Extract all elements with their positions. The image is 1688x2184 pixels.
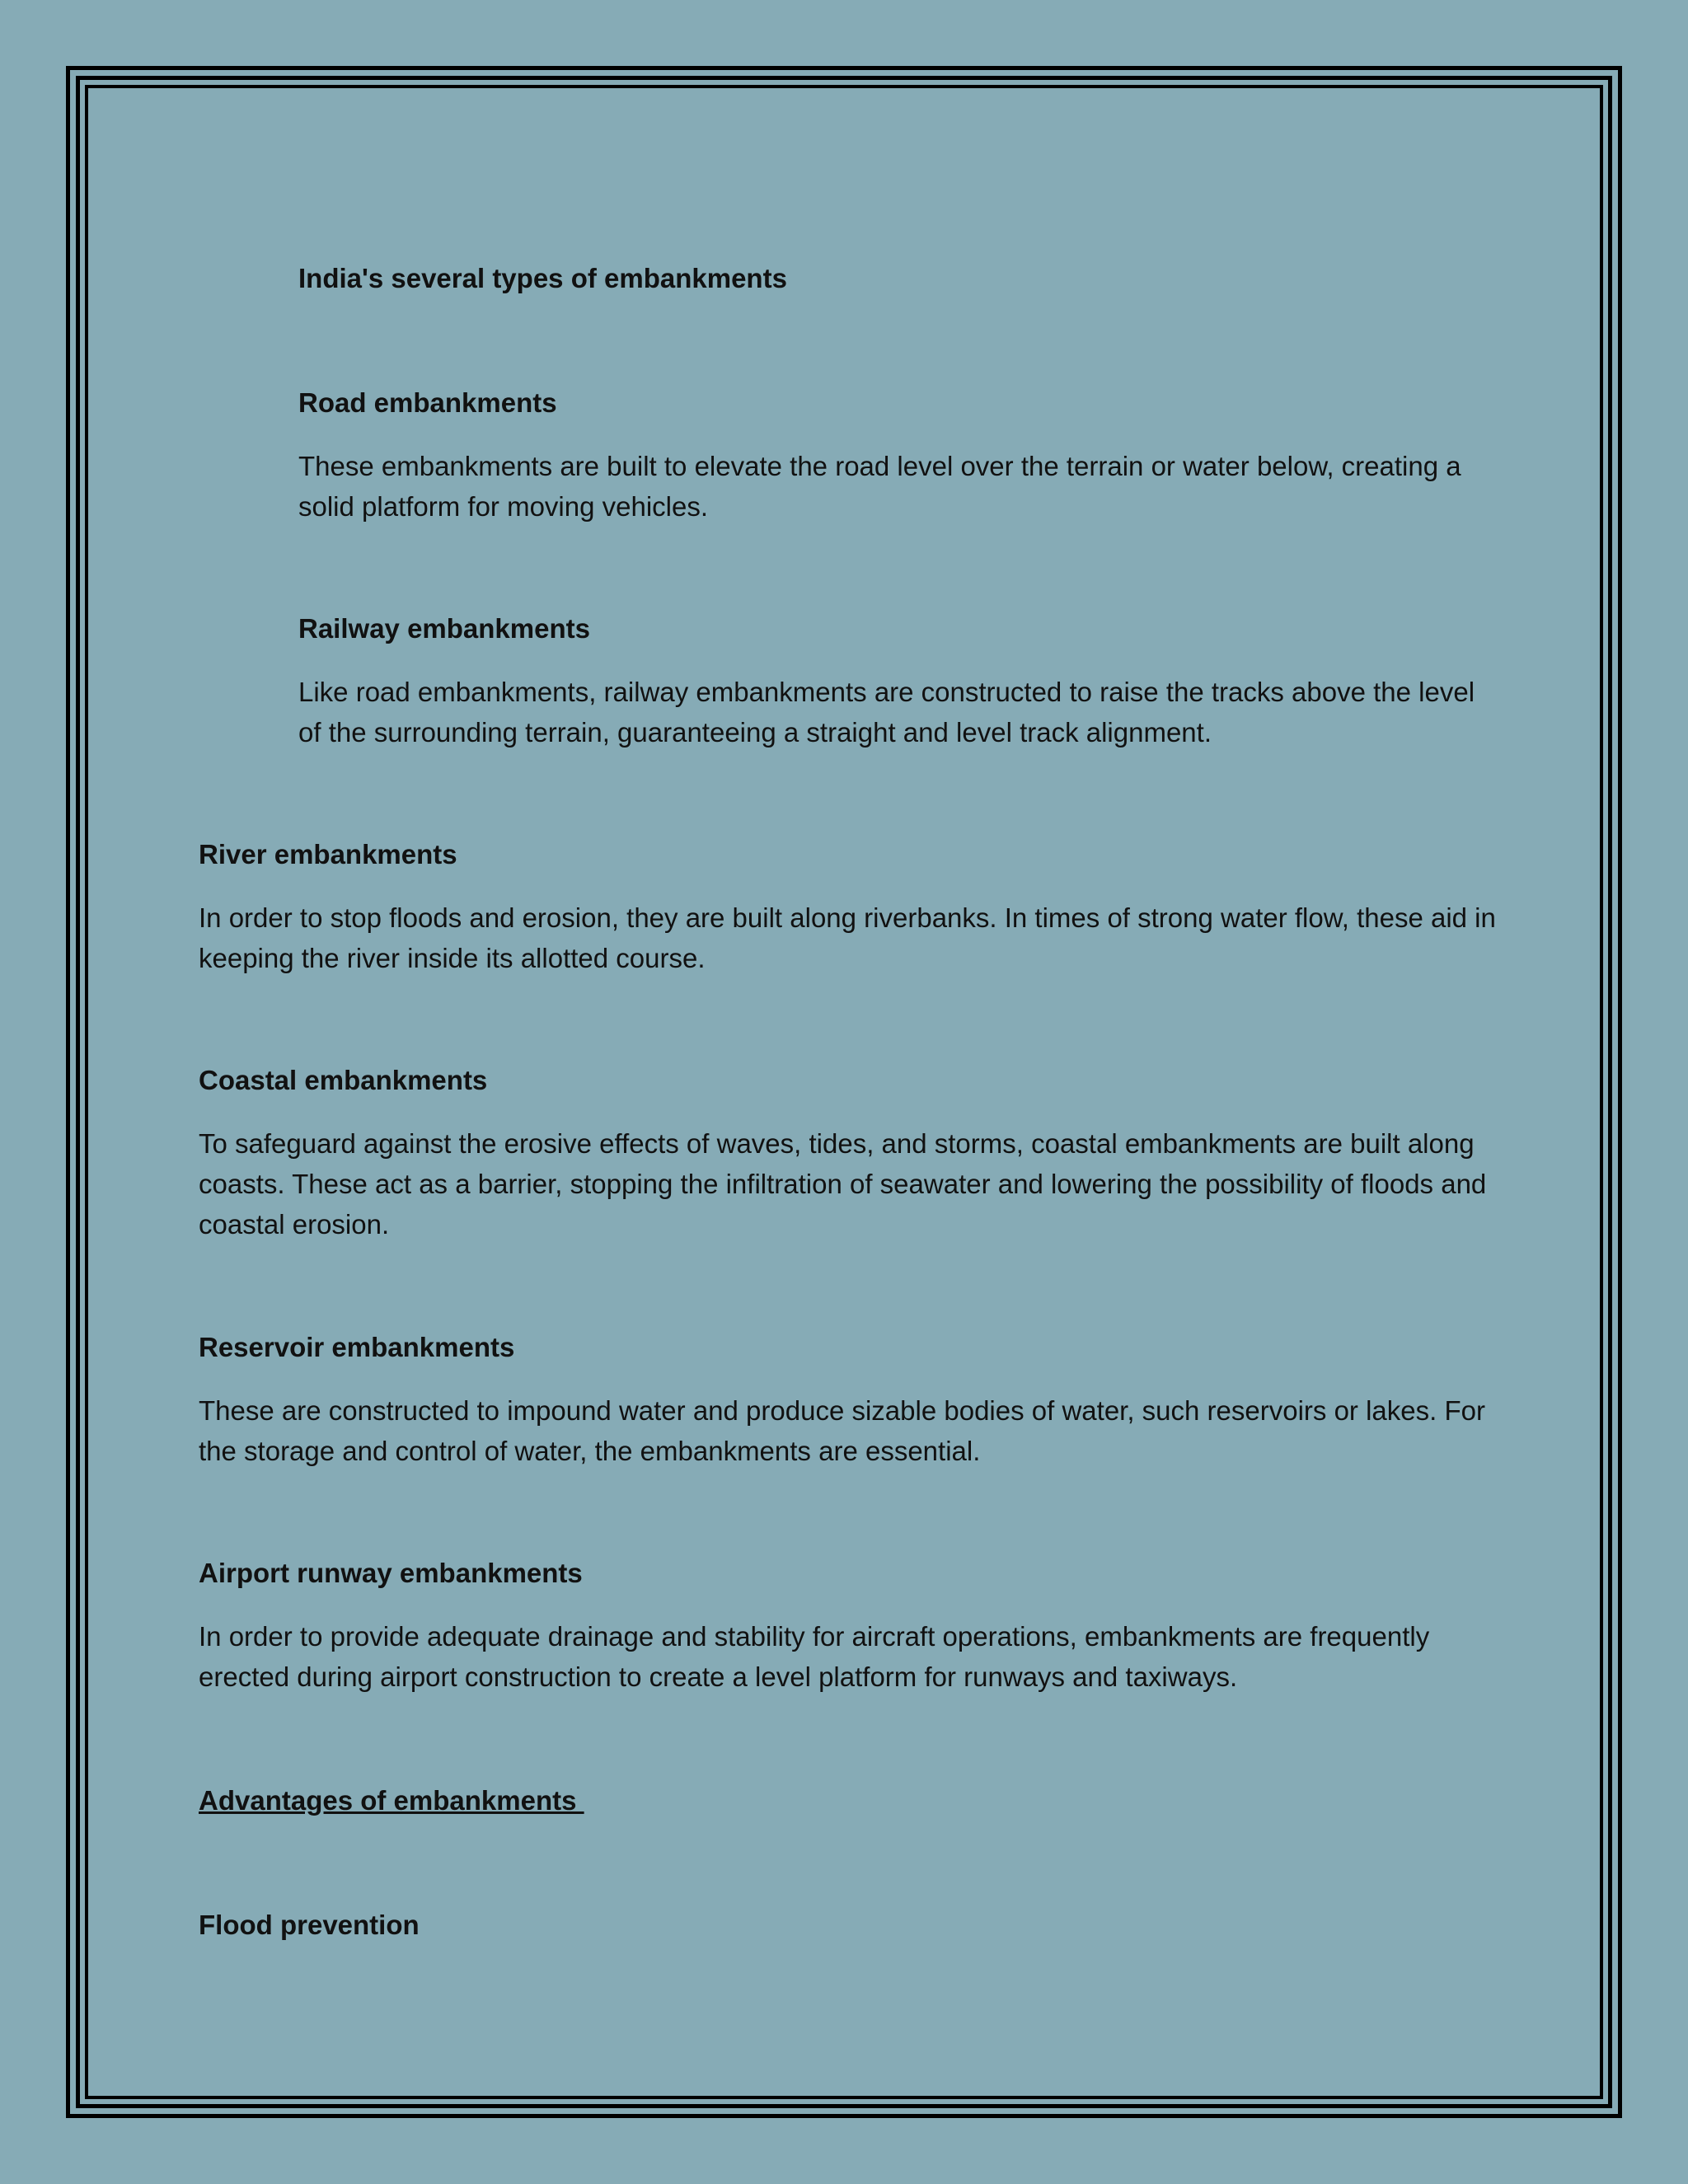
section-body-railway: Like road embankments, railway embankments are constructed to raise the tracks above the level of the surrounding terrain, guaranteeing a straight and level track alignment.	[298, 677, 1475, 748]
section-heading-road: Road embankments	[298, 387, 557, 418]
section-body-river: In order to stop floods and erosion, they are built along riverbanks. In times of strong water flow, these aid in keeping the river inside its allotted course.	[199, 902, 1496, 973]
section-body-coastal: To safeguard against the erosive effects of waves, tides, and storms, coastal embankments are built along coasts. These act as a barrier, stopping the infiltration of seawater and lowering the possibility of floods and coastal erosion.	[199, 1128, 1487, 1240]
flood-prevention-heading: Flood prevention	[199, 1910, 420, 1940]
document-title: India's several types of embankments	[298, 263, 787, 293]
section-heading-railway: Railway embankments	[298, 613, 590, 644]
section-body-road: These embankments are built to elevate the road level over the terrain or water below, creating a solid platform for moving vehicles.	[298, 451, 1461, 522]
section-heading-reservoir: Reservoir embankments	[199, 1332, 515, 1362]
advantages-heading: Advantages of embankments	[199, 1785, 584, 1816]
section-heading-coastal: Coastal embankments	[199, 1065, 488, 1095]
section-heading-river: River embankments	[199, 839, 457, 869]
section-heading-airport: Airport runway embankments	[199, 1558, 583, 1588]
section-body-airport: In order to provide adequate drainage and stability for aircraft operations, embankments are frequently erected during airport construction to create a level platform for runways and taxiways.	[199, 1621, 1430, 1692]
section-body-reservoir: These are constructed to impound water and produce sizable bodies of water, such reservoirs or lakes. For the storage and control of water, the embankments are essential.	[199, 1395, 1485, 1466]
